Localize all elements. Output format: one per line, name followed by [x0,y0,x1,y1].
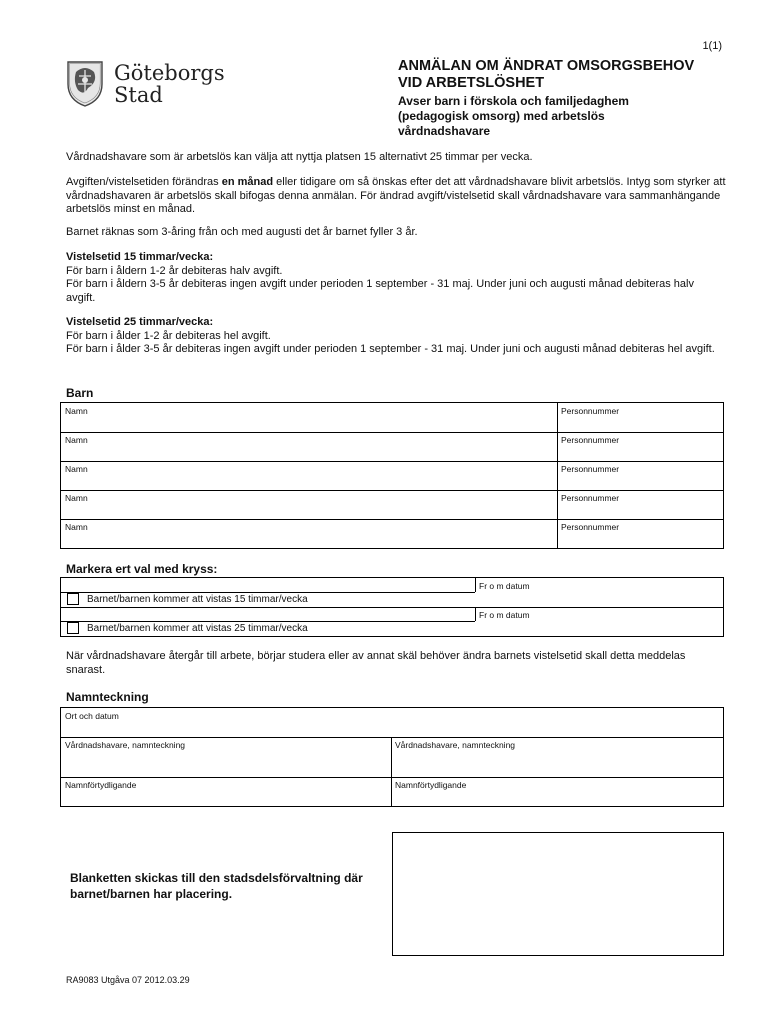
signature-heading: Namnteckning [66,690,149,704]
child-pnr-field[interactable]: Personnummer [561,435,620,445]
checkbox-15-hours[interactable] [67,593,79,605]
return-note: När vårdnadshavare återgår till arbete, börjar studera eller av annat skäl behöver ändra barnets vistelsetid skall detta meddelas snarast. [66,650,686,676]
form-subtitle: Avser barn i förskola och familjedaghem (pedagogisk omsorg) med arbetslös vårdnadshavare [398,94,629,138]
option-15-label: Barnet/barnen kommer att vistas 15 timmar/vecka [87,594,308,605]
child-name-field[interactable]: Namn [65,522,88,532]
child-name-field[interactable]: Namn [65,406,88,416]
name-clarification-2[interactable]: Namnförtydligande [395,780,467,790]
stamp-box [392,832,724,956]
from-date-field-15[interactable]: Fr o m datum [479,581,530,591]
checkbox-25-hours[interactable] [67,622,79,634]
choice-table [60,577,724,637]
v15-heading: Vistelsetid 15 timmar/vecka: [66,251,214,263]
coat-of-arms-icon [64,56,106,108]
city-logo [64,56,244,112]
form-id: RA9083 Utgåva 07 2012.03.29 [66,975,190,985]
child-name-field[interactable]: Namn [65,464,88,474]
name-clarification-1[interactable]: Namnförtydligande [65,780,137,790]
v25-heading: Vistelsetid 25 timmar/vecka: [66,316,214,328]
fee-paragraph: Avgiften/vistelsetiden förändras en månad eller tidigare om så önskas efter det att vårdnadshavare blivit arbetslös. Intyg som styrker att vårdnadshavaren är arbetslös skall bifogas denna anmälan. För ändrad avgift/vistelsetid skall vårdnadshavare vara sammanhängande arbetslös minst en månad. [66,176,726,215]
logo-line1: Göteborgs [114,61,225,85]
age-note: Barnet räknas som 3-åring från och med augusti det år barnet fyller 3 år. [66,226,418,238]
signature-table [60,707,724,807]
v15-block: Vistelsetid 15 timmar/vecka: För barn i åldern 1-2 år debiteras halv avgift. För barn i åldern 3-5 år debiteras ingen avgift under perioden 1 september - 31 maj. Under juni och augusti månad debiteras halv avgift. [66,251,726,305]
intro-text: Vårdnadshavare som är arbetslös kan välja att nyttja platsen 15 alternativt 25 timmar per vecka. [66,151,533,163]
place-date-field[interactable]: Ort och datum [65,711,119,721]
child-name-field[interactable]: Namn [65,493,88,503]
send-note: Blanketten skickas till den stadsdelsförvaltning där barnet/barnen har placering. [70,871,363,901]
v25-block: Vistelsetid 25 timmar/vecka: För barn i ålder 1-2 år debiteras hel avgift. För barn i ålder 3-5 år debiteras ingen avgift under perioden 1 september - 31 maj. Under juni och augusti månad debiteras hel avgift. [66,316,726,357]
guardian-signature-2[interactable]: Vårdnadshavare, namnteckning [395,740,516,750]
barn-heading: Barn [66,386,94,400]
form-title: ANMÄLAN OM ÄNDRAT OMSORGSBEHOV VID ARBETSLÖSHET [398,58,695,91]
guardian-signature-1[interactable]: Vårdnadshavare, namnteckning [65,740,186,750]
page-number: 1(1) [702,40,722,52]
option-25-label: Barnet/barnen kommer att vistas 25 timmar/vecka [87,623,308,634]
child-pnr-field[interactable]: Personnummer [561,522,620,532]
from-date-field-25[interactable]: Fr o m datum [479,610,530,620]
choice-heading: Markera ert val med kryss: [66,562,218,576]
child-pnr-field[interactable]: Personnummer [561,493,620,503]
child-pnr-field[interactable]: Personnummer [561,406,620,416]
child-pnr-field[interactable]: Personnummer [561,464,620,474]
child-name-field[interactable]: Namn [65,435,88,445]
logo-line2: Stad [114,83,163,107]
children-table [60,402,724,549]
